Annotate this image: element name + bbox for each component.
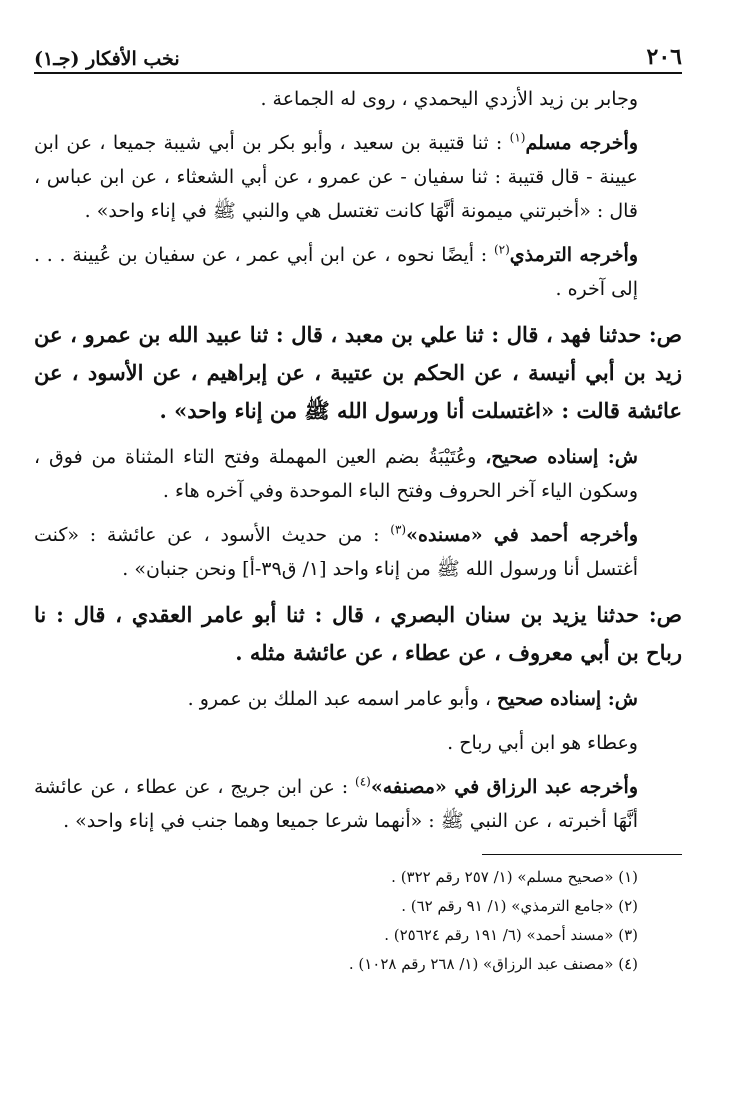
source-lead: وأخرجه عبد الرزاق في «مصنفه» [370,776,638,798]
footnote-item: (٢) «جامع الترمذي» (١/ ٩١ رقم ٦٢) . [401,897,638,915]
source-lead: وأخرجه مسلم [525,132,638,154]
footnote-ref: (١) [509,130,526,145]
paragraph-ata: وعطاء هو ابن أبي رباح . [447,732,638,754]
paragraph-hadith-1: ص: حدثنا فهد ، قال : ثنا علي بن معبد ، قال : ثنا عبيد الله بن عمرو ، عن زيد بن أبي أنيسة ، عن الحكم بن عتيبة ، عن إبراهيم ، عن الأسود ، عن عائشة قالت : «اغتسلت أنا ورسول الله ﷺ من إناء واحد» . [34,322,682,423]
footnote-ref: (٢) [493,242,510,257]
footnotes [34,865,682,977]
sad-marker: ص: [648,602,682,627]
page-header [34,38,682,74]
paragraph-abdulrazzaq: وأخرجه عبد الرزاق في «مصنفه»$^{(٤)}$ : عن ابن جريج ، عن عطاء ، عن عائشة أنَّهَا أخبرته ، عن النبي ﷺ : «أنهما شرعا جميعا وهما جنب في إناء واحد» . [34,774,638,832]
paragraph-sharh-1: ش: إسناده صحيح، وعُتَيْبَةُ بضم العين المهملة وفتح التاء المثناة من فوق ، وسكون الياء آخر الحروف وفتح الباء الموحدة وفي آخره هاء . [34,446,638,502]
running-title: نخب الأفكار (جـ١) [34,48,180,70]
footnote-item: (٤) «مصنف عبد الرزاق» (١/ ٢٦٨ رقم ١٠٢٨) . [348,955,638,973]
footnote-divider [482,854,682,855]
page-body [34,74,682,838]
footnote-item: (٣) «مسند أحمد» (٦/ ١٩١ رقم ٢٥٦٢٤) . [384,926,638,944]
paragraph-tirmidhi: وأخرجه الترمذي$^{(٢)}$ : أيضًا نحوه ، عن ابن أبي عمر ، عن سفيان بن عُيينة . . . إلى آخره . [34,242,638,300]
sad-marker: ص: [648,322,682,347]
footnote-ref: (٣) [390,522,407,537]
shin-marker: ش: إسناده صحيح، [485,446,638,468]
paragraph-1: وجابر بن زيد الأزدي اليحمدي ، روى له الجماعة . [260,88,638,110]
footnote-ref: (٤) [355,774,371,789]
page-number: ٢٠٦ [646,44,682,70]
source-lead: وأخرجه الترمذي [509,244,638,266]
footnote-item: (١) «صحيح مسلم» (١/ ٢٥٧ رقم ٣٢٢) . [391,868,638,886]
paragraph-sharh-2: ش: إسناده صحيح ، وأبو عامر اسمه عبد الملك بن عمرو . [187,688,638,710]
paragraph-hadith-2: ص: حدثنا يزيد بن سنان البصري ، قال : ثنا أبو عامر العقدي ، قال : نا رباح بن أبي معروف ، عن عطاء ، عن عائشة مثله . [34,602,682,665]
source-lead: وأخرجه أحمد في «مسنده» [406,524,638,546]
paragraph-ahmad: وأخرجه أحمد في «مسنده»$^{(٣)}$ : من حديث الأسود ، عن عائشة : «كنت أغتسل أنا ورسول الله ﷺ من إناء واحد [١/ ق٣٩-أ] ونحن جنبان» . [34,522,638,580]
book-page [34,38,682,981]
paragraph-muslim: وأخرجه مسلم$^{(١)}$ : ثنا قتيبة بن سعيد ، وأبو بكر بن أبي شيبة جميعا ، عن ابن عيينة - قال قتيبة : ثنا سفيان - عن عمرو ، عن أبي الشعثاء ، عن ابن عباس ، قال : «أخبرتني ميمونة أنَّهَا كانت تغتسل هي والنبي ﷺ في إناء واحد» . [34,130,638,222]
shin-marker: ش: إسناده صحيح [497,688,638,710]
